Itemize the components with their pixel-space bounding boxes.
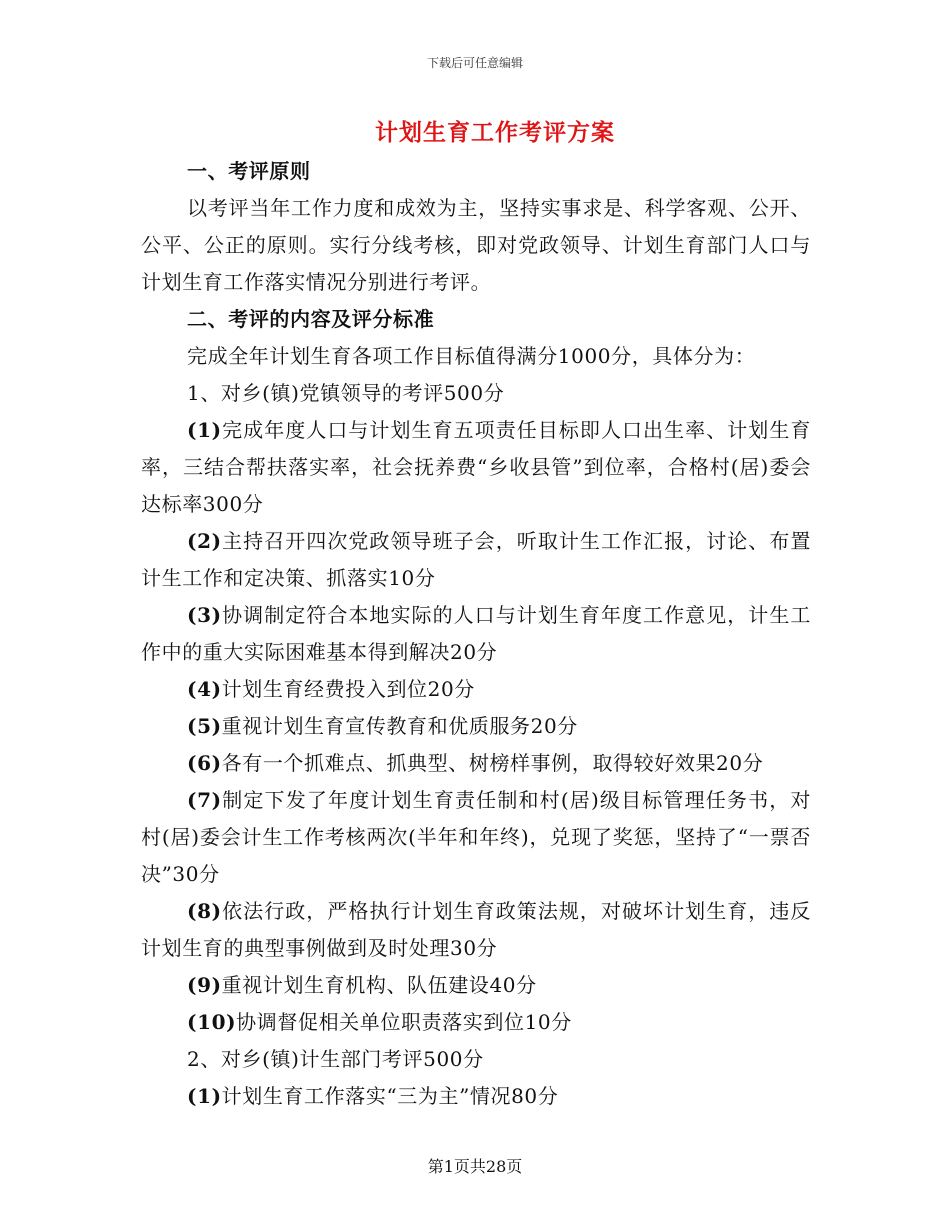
item-text: 主持召开四次党政领导班子会，听取计生工作汇报，讨论、布置计生工作和定决策、抓落实10分 (141, 529, 811, 590)
item-number: (1) (187, 1084, 222, 1108)
list-item (141, 597, 811, 671)
list-item (141, 1078, 811, 1115)
list-item (141, 967, 811, 1004)
item-text: 重视计划生育宣传教育和优质服务20分 (221, 714, 578, 738)
item-number: (1) (187, 418, 222, 442)
list-item (141, 708, 811, 745)
list-item (141, 671, 811, 708)
list-item (141, 412, 811, 523)
paragraph: 1、对乡(镇)党镇领导的考评500分 (187, 381, 505, 405)
item-number: (5) (187, 714, 222, 738)
page-footer: 第1页共28页 (427, 1157, 523, 1176)
item-number: (10) (187, 1010, 237, 1034)
item-number: (3) (187, 603, 222, 627)
item-text: 各有一个抓难点、抓典型、树榜样事例，取得较好效果20分 (221, 751, 764, 775)
item-number: (7) (187, 788, 222, 812)
item-text: 计划生育经费投入到位20分 (221, 677, 475, 701)
document-body (141, 153, 811, 1115)
section-heading: 二、考评的内容及评分标准 (187, 307, 435, 331)
item-number: (8) (187, 899, 222, 923)
item-text: 依法行政，严格执行计划生育政策法规，对破坏计划生育，违反计划生育的典型事例做到及时处理30分 (141, 899, 811, 960)
item-text: 重视计划生育机构、队伍建设40分 (221, 973, 537, 997)
list-item (141, 893, 811, 967)
paragraph: 2、对乡(镇)计生部门考评500分 (187, 1047, 484, 1071)
section-heading: 一、考评原则 (187, 159, 311, 183)
item-number: (9) (187, 973, 222, 997)
item-text: 制定下发了年度计划生育责任制和村(居)级目标管理任务书，对村(居)委会计生工作考核两次(半年和年终)，兑现了奖惩，坚持了“一票否决”30分 (141, 788, 811, 886)
list-item (141, 745, 811, 782)
document-title: 计划生育工作考评方案 (375, 119, 615, 146)
paragraph: 完成全年计划生育各项工作目标值得满分1000分，具体分为： (187, 344, 756, 368)
item-text: 协调督促相关单位职责落实到位10分 (236, 1010, 572, 1034)
item-number: (2) (187, 529, 222, 553)
list-item (141, 523, 811, 597)
item-text: 计划生育工作落实“三为主”情况80分 (221, 1084, 559, 1108)
list-item (141, 782, 811, 893)
item-text: 完成年度人口与计划生育五项责任目标即人口出生率、计划生育率，三结合帮扶落实率，社会抚养费“乡收县管”到位率，合格村(居)委会达标率300分 (141, 418, 811, 516)
list-item (141, 1004, 811, 1041)
item-number: (6) (187, 751, 222, 775)
item-number: (4) (187, 677, 222, 701)
header-note: 下载后可任意编辑 (426, 56, 523, 70)
paragraph: 以考评当年工作力度和成效为主，坚持实事求是、科学客观、公开、公平、公正的原则。实行分线考核，即对党政领导、计划生育部门人口与计划生育工作落实情况分别进行考评。 (141, 196, 811, 294)
item-text: 协调制定符合本地实际的人口与计划生育年度工作意见，计生工作中的重大实际困难基本得到解决20分 (141, 603, 811, 664)
